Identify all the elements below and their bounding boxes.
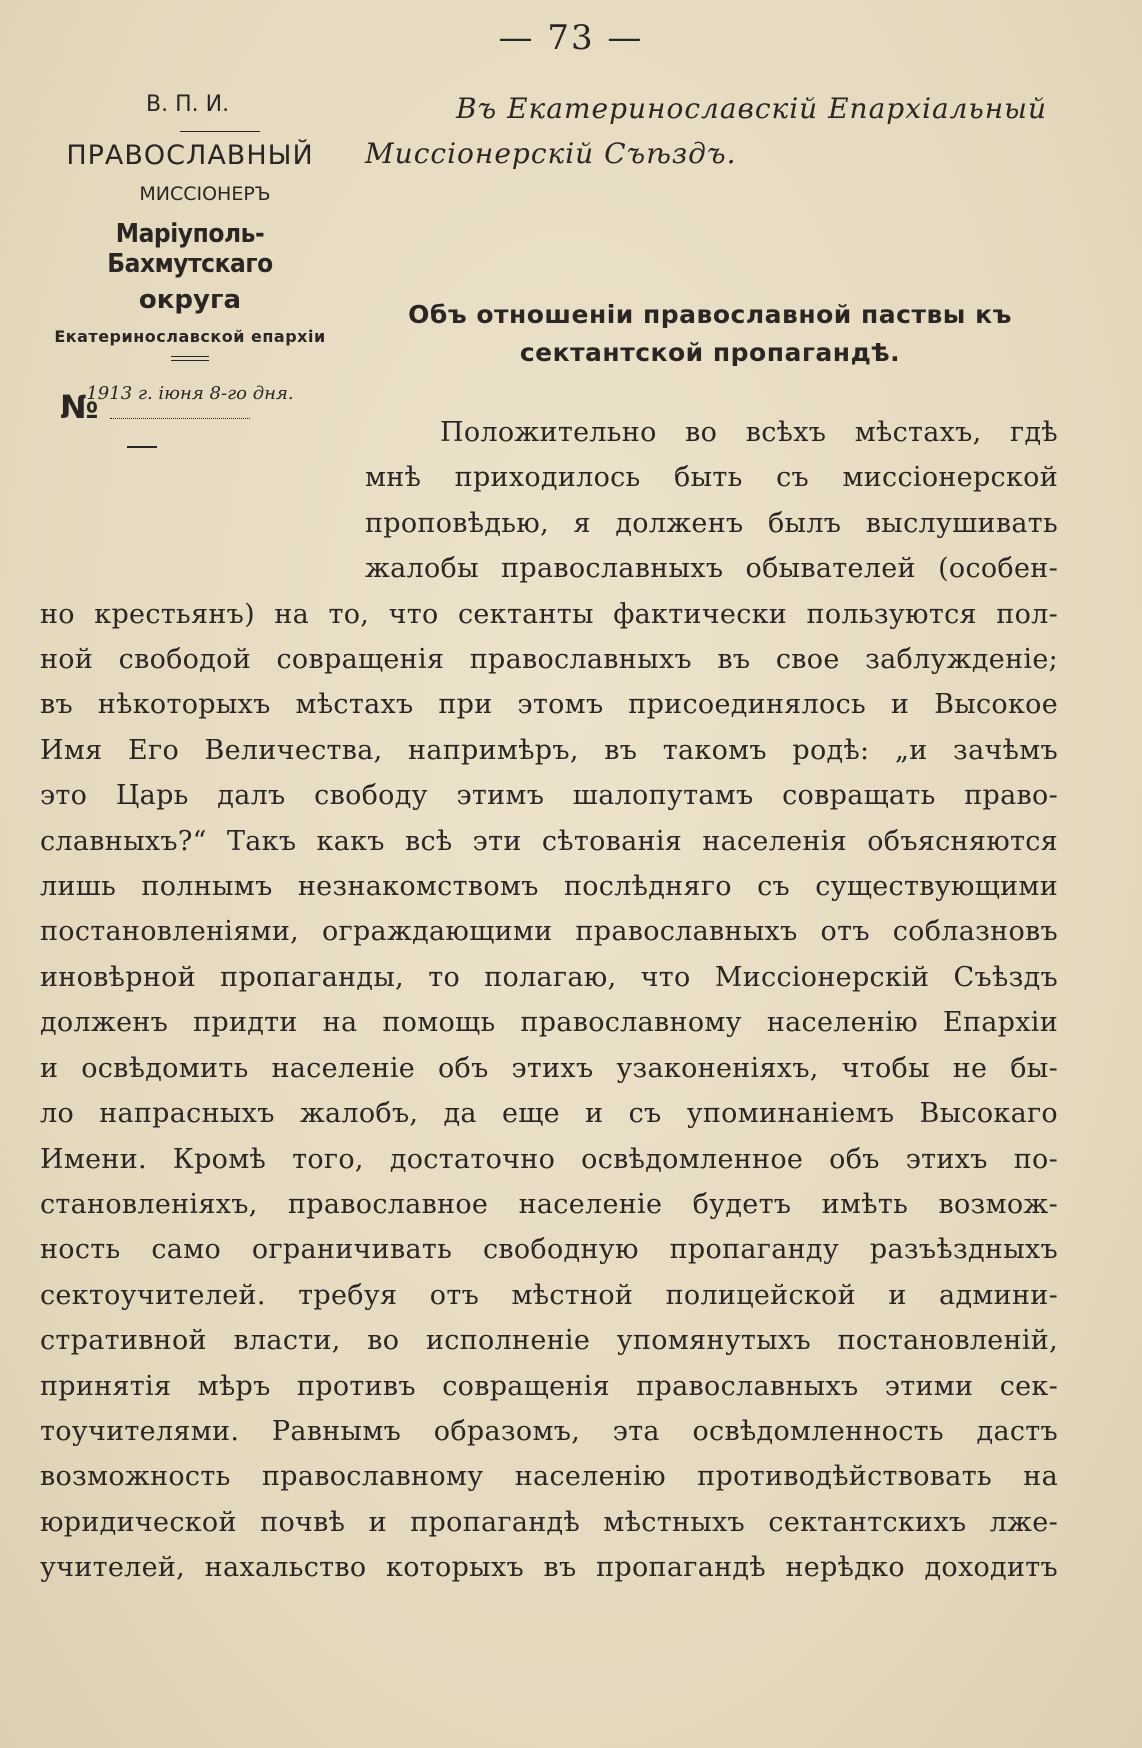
addressee-block bbox=[365, 92, 1065, 170]
text-line: Положительно во всѣхъ мѣстахъ, гдѣ bbox=[440, 417, 1058, 448]
text-line: постановленіями, ограждающими православныхъ отъ соблазновъ bbox=[40, 916, 1058, 948]
text-line: принятія мѣръ противъ совращенія православныхъ этими сек- bbox=[40, 1370, 1058, 1402]
text-line: проповѣдью, я долженъ былъ выслушивать bbox=[365, 507, 1058, 539]
title-line-1: Объ отношеніи православной паствы къ bbox=[408, 300, 1012, 329]
sender-district: Маріуполь-Бахмутскаго bbox=[107, 219, 273, 279]
text-line: стративной власти, во исполненіе упомянутыхъ постановленій, bbox=[40, 1325, 1058, 1357]
text-line: иновѣрной пропаганды, то полагаю, что Миссіонерскій Съѣздъ bbox=[40, 961, 1058, 993]
title-line-2: сектантской пропагандѣ. bbox=[519, 338, 901, 367]
number-sign: № bbox=[60, 388, 99, 426]
page-number: — 73 — bbox=[498, 18, 644, 58]
text-line: ло напрасныхъ жалобъ, да еще и съ упоминаніемъ Высокаго bbox=[40, 1098, 1058, 1130]
letter-date: 1913 г. іюня 8-го дня. bbox=[86, 383, 294, 404]
text-line: возможность православному населенію противодѣйствовать на bbox=[40, 1461, 1058, 1493]
sender-title: ПРАВОСЛАВНЫЙ bbox=[66, 140, 314, 171]
text-line: учителей, нахальство которыхъ въ пропагандѣ нерѣдко доходитъ bbox=[40, 1552, 1058, 1584]
text-line: въ нѣкоторыхъ мѣстахъ при этомъ присоединялось и Высокое bbox=[40, 689, 1058, 721]
text-line: ность само ограничивать свободную пропаганду разъѣздныхъ bbox=[40, 1234, 1058, 1266]
text-line: юридической почвѣ и пропагандѣ мѣстныхъ сектантскихъ лже- bbox=[40, 1506, 1058, 1538]
text-line: и освѣдомить населеніе объ этихъ узаконеніяхъ, чтобы не бы- bbox=[40, 1052, 1058, 1084]
body-text bbox=[40, 410, 1058, 1591]
text-line: но крестьянъ) на то, что сектанты фактически пользуются пол- bbox=[40, 598, 1058, 630]
text-line: становленіяхъ, православное населеніе будетъ имѣть возмож- bbox=[40, 1188, 1058, 1220]
text-line: Имени. Кромѣ того, достаточно освѣдомленное объ этихъ по- bbox=[40, 1143, 1058, 1175]
addressee-line-2: Миссіонерскій Съѣздъ. bbox=[365, 137, 737, 170]
text-line: ной свободой совращенія православныхъ въ свое заблужденіе; bbox=[40, 644, 1058, 676]
text-line: мнѣ приходилось быть съ миссіонерской bbox=[365, 462, 1058, 494]
ornament-divider bbox=[171, 356, 209, 361]
divider bbox=[180, 131, 260, 132]
sender-district-word: округа bbox=[138, 285, 242, 315]
text-line: сектоучителей. требуя отъ мѣстной полицейской и админи- bbox=[40, 1279, 1058, 1311]
addressee-line-1: Въ Екатеринославскій Епархіальный bbox=[455, 92, 1047, 125]
sender-diocese: Екатеринославской епархіи bbox=[54, 327, 326, 346]
sender-role: МИССІОНЕРЪ bbox=[139, 183, 271, 205]
sender-initials: В. П. И. bbox=[146, 92, 230, 117]
text-line: тоучителями. Равнымъ образомъ, эта освѣдомленность дастъ bbox=[40, 1415, 1058, 1447]
text-line: славныхъ?“ Такъ какъ всѣ эти сѣтованія населенія объясняются bbox=[40, 825, 1058, 857]
document-title bbox=[365, 296, 1055, 372]
text-line: долженъ придти на помощь православному населенію Епархіи bbox=[40, 1007, 1058, 1039]
text-line: лишь полнымъ незнакомствомъ послѣдняго съ существующими bbox=[40, 871, 1058, 903]
sender-block bbox=[30, 92, 350, 404]
text-line: Имя Его Величества, напримѣръ, въ такомъ родѣ: „и зачѣмъ bbox=[40, 734, 1058, 766]
text-line: жалобы православныхъ обывателей (особен- bbox=[365, 553, 1058, 585]
text-line: это Царь далъ свободу этимъ шалопутамъ совращать право- bbox=[40, 780, 1058, 812]
